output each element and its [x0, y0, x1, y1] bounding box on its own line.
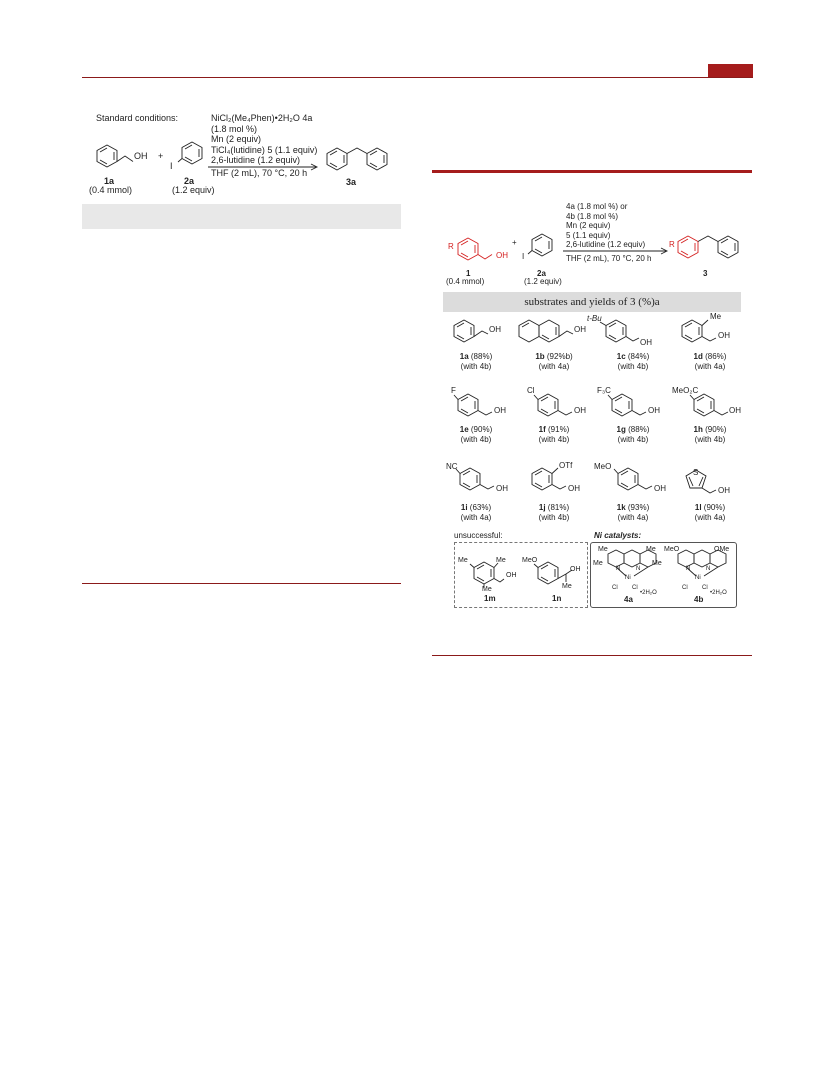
4b-n-1: N	[686, 566, 691, 572]
oh-1a: OH	[489, 325, 501, 334]
subst-1c: t-Bu	[587, 314, 602, 323]
compound-1a-label: 1a	[104, 176, 115, 186]
oh-1i: OH	[496, 484, 508, 493]
compound-2a-amount: (1.2 equiv)	[172, 185, 215, 195]
compound-1a-amount: (0.4 mmol)	[89, 185, 133, 195]
compound-3a-label: 3a	[346, 177, 357, 187]
molecule-2a	[178, 140, 208, 176]
condition-5: 5 (1.1 equiv)	[566, 230, 611, 240]
4a-cl-2: Cl	[632, 585, 638, 591]
condition-lutidine: 2,6-lutidine (1.2 equiv)	[566, 240, 646, 249]
4b-n-2: N	[706, 566, 711, 572]
label-4b: 4b	[694, 595, 704, 604]
oh-1d: OH	[718, 331, 730, 340]
iodo-label: I	[170, 161, 173, 171]
condition-mn: Mn (2 equiv)	[211, 134, 262, 144]
label-1e: 1e (90%) (with 4b)	[459, 425, 493, 444]
4b-ome: OMe	[714, 546, 730, 553]
page-header-rule	[82, 77, 753, 78]
oh-1h: OH	[729, 406, 741, 415]
1m-me-a: Me	[458, 557, 468, 564]
condition-4a: 4a (1.8 mol %) or	[566, 202, 628, 211]
molecule-1n	[536, 558, 586, 592]
catalyst-label: Ni catalysts:	[594, 531, 642, 540]
oh-red-label: OH	[496, 251, 508, 260]
label-4a: 4a	[624, 595, 633, 604]
1n-me: Me	[562, 583, 572, 590]
subst-1g: F₃C	[597, 386, 611, 395]
plus-sign-right: +	[512, 238, 517, 247]
conditions-block	[211, 113, 317, 166]
4b-cl-2: Cl	[702, 585, 708, 591]
right-bottom-rule	[432, 655, 752, 656]
reaction-arrow-left	[208, 163, 323, 171]
condition-catalyst: NiCl₂(Me₄Phen)•2H₂O 4a	[211, 113, 313, 123]
compound-2a-label: 2a	[184, 176, 195, 186]
compound-3-label: 3	[703, 269, 708, 278]
thiophene-s: S	[693, 468, 699, 477]
condition-solvent: THF (2 mL), 70 °C, 20 h	[211, 168, 308, 178]
4a-n-2: N	[636, 566, 641, 572]
subst-1i: NC	[446, 462, 458, 471]
r-group-label-3: R	[669, 240, 675, 249]
catalyst-4b-structure	[668, 548, 732, 592]
subst-1f: Cl	[527, 386, 535, 395]
molecule-3a	[325, 142, 395, 176]
4b-cl-1: Cl	[682, 585, 688, 591]
molecule-1g-sub	[608, 386, 668, 422]
subst-1d: Me	[710, 312, 722, 321]
1m-me-b: Me	[496, 557, 506, 564]
subst-1k: MeO	[594, 462, 612, 471]
label-1l: 1l (90%) (with 4a)	[694, 503, 726, 522]
4b-water: •2H₂O	[710, 590, 727, 596]
r-group-label: R	[448, 242, 454, 251]
label-1j: 1j (81%) (with 4b)	[538, 503, 570, 522]
4a-me-3: Me	[593, 560, 603, 567]
4a-cl-1: Cl	[612, 585, 618, 591]
label-1f: 1f (91%) (with 4b)	[538, 425, 570, 444]
4a-me-4: Me	[652, 560, 662, 567]
4a-me-2: Me	[646, 546, 656, 553]
4b-ni: Ni	[695, 575, 701, 581]
oh-1c: OH	[640, 338, 652, 347]
page-header-tab	[708, 64, 753, 78]
unsuccessful-label: unsuccessful:	[454, 531, 503, 540]
oh-1e: OH	[494, 406, 506, 415]
label-1m: 1m	[484, 594, 496, 603]
standard-conditions-label: Standard conditions:	[96, 113, 179, 123]
compound-2a-amount-right: (1.2 equiv)	[524, 277, 562, 286]
4a-water: •2H₂O	[640, 590, 657, 596]
right-top-rule	[432, 170, 752, 173]
oh-1j: OH	[568, 484, 580, 493]
catalyst-4a-structure	[598, 548, 662, 592]
4a-me-1: Me	[598, 546, 608, 553]
label-1k: 1k (93%) (with 4a)	[616, 503, 650, 522]
condition-lutidine: 2,6-lutidine (1.2 equiv)	[211, 155, 301, 165]
reaction-arrow-right	[563, 247, 673, 255]
subst-1j: OTf	[559, 461, 573, 470]
condition-ti: TiCl₄(lutidine) 5 (1.1 equiv)	[211, 144, 318, 155]
right-conditions-block	[566, 202, 645, 250]
oh-1f: OH	[574, 406, 586, 415]
4a-n-1: N	[616, 566, 621, 572]
molecule-3-generic	[676, 230, 746, 266]
subst-1h: MeO₂C	[672, 386, 699, 395]
1m-oh: OH	[506, 572, 517, 579]
4b-meo: MeO	[664, 546, 680, 553]
label-1h: 1h (90%) (with 4b)	[693, 425, 727, 444]
label-1n: 1n	[552, 594, 562, 603]
oh-1k: OH	[654, 484, 666, 493]
subst-1e: F	[451, 386, 456, 395]
oh-1b: OH	[574, 325, 586, 334]
oh-1g: OH	[648, 406, 660, 415]
left-grey-bar	[82, 204, 401, 229]
1n-oh: OH	[570, 566, 581, 573]
label-1i: 1i (63%) (with 4a)	[460, 503, 492, 522]
right-condition-solvent: THF (2 mL), 70 °C, 20 h	[566, 254, 652, 263]
compound-2a-label-right: 2a	[537, 269, 546, 278]
left-column-rule	[82, 583, 401, 584]
plus-sign: +	[158, 151, 164, 161]
molecule-1h-sub	[690, 386, 750, 422]
1n-meo: MeO	[522, 557, 538, 564]
oh-label: OH	[134, 151, 148, 161]
compound-1-amount: (0.4 mmol)	[446, 277, 485, 286]
label-1b: 1b (92%b) (with 4a)	[535, 352, 573, 371]
condition-loading: (1.8 mol %)	[211, 123, 258, 134]
molecule-1e-sub	[456, 386, 516, 422]
condition-4b: 4b (1.8 mol %)	[566, 211, 619, 221]
molecule-2a-right	[528, 232, 558, 268]
compound-1-label: 1	[466, 269, 471, 278]
label-1c: 1c (84%) (with 4b)	[616, 352, 650, 371]
iodo-label-right: I	[522, 252, 525, 261]
1m-me-c: Me	[482, 586, 492, 593]
oh-1l: OH	[718, 486, 730, 495]
condition-mn: Mn (2 equiv)	[566, 221, 611, 230]
label-1a: 1a (88%) (with 4b)	[459, 352, 493, 371]
label-1g: 1g (88%) (with 4b)	[616, 425, 650, 444]
4a-ni: Ni	[625, 575, 631, 581]
substrates-bar: substrates and yields of 3 (%)a	[443, 292, 741, 312]
label-1d: 1d (86%) (with 4a)	[693, 352, 727, 371]
molecule-1f-sub	[536, 386, 596, 422]
